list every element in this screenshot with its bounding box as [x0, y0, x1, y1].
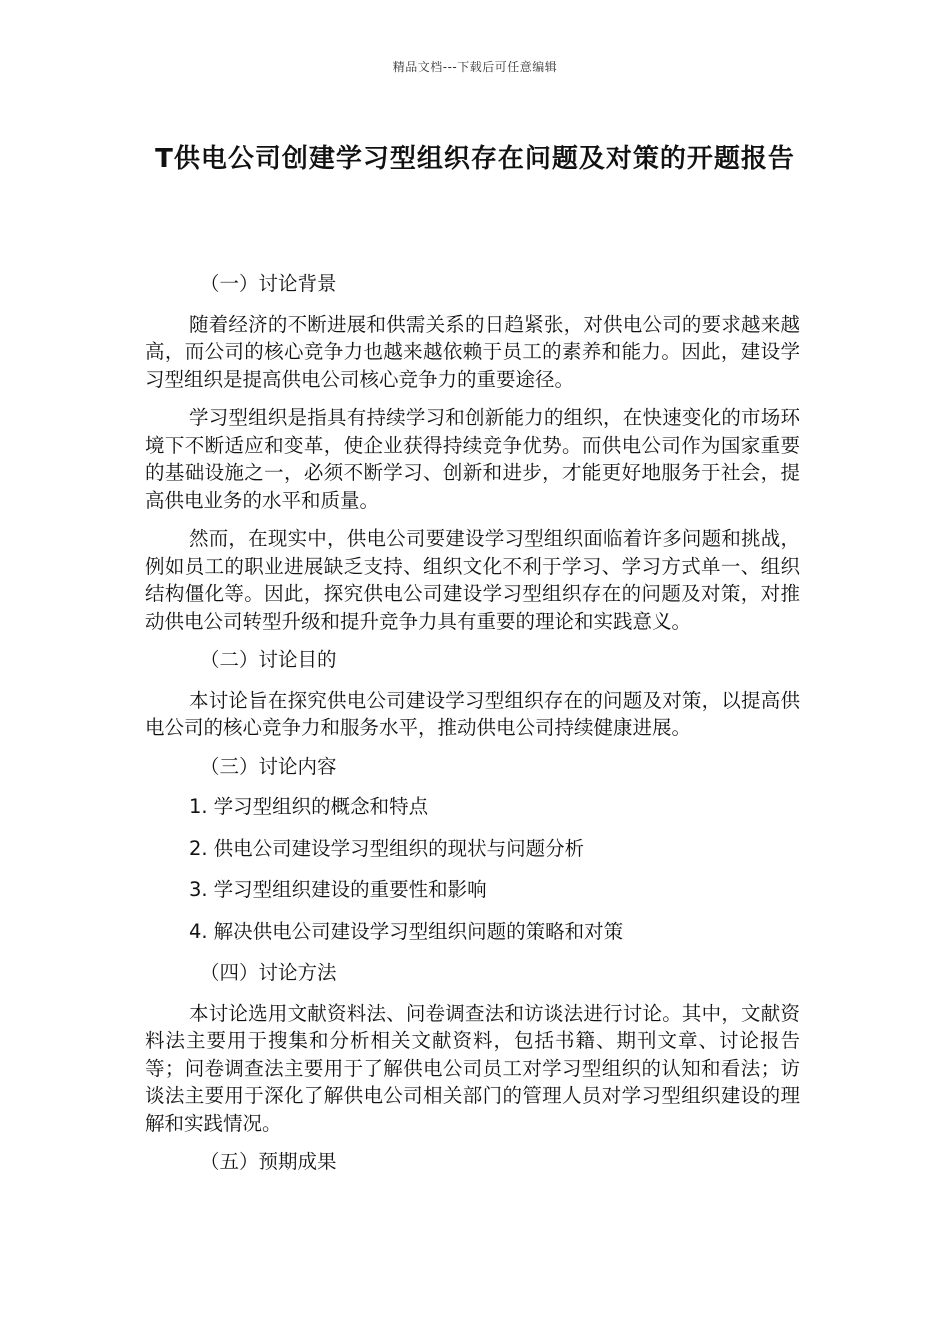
document-body: [145, 270, 800, 1189]
list-item-number: 4.: [189, 919, 208, 943]
section-heading-method: （四）讨论方法: [200, 961, 337, 984]
paragraph: 随着经济的不断进展和供需关系的日趋紧张，对供电公司的要求越来越高，而公司的核心竞争力也越来越依赖于员工的素养和能力。因此，建设学习型组织是提高供电公司核心竞争力的重要途径。: [145, 312, 800, 391]
section-heading-background: （一）讨论背景: [200, 272, 337, 295]
section-heading-expected-results: （五）预期成果: [200, 1150, 337, 1173]
list-item: [145, 793, 800, 821]
list-item-number: 1.: [189, 795, 208, 818]
section-heading-content: （三）讨论内容: [200, 754, 337, 778]
list-item-text: 学习型组织的概念和特点: [213, 795, 429, 818]
document-title: T供电公司创建学习型组织存在问题及对策的开题报告: [155, 144, 795, 174]
paragraph: 本讨论选用文献资料法、问卷调查法和访谈法进行讨论。其中，文献资料法主要用于搜集和分析相关文献资料，包括书籍、期刊文章、讨论报告等；问卷调查法主要用于了解供电公司员工对学习型组织的认知和看法；访谈法主要用于深化了解供电公司相关部门的管理人员对学习型组织建设的理解和实践情况。: [145, 1001, 800, 1135]
list-item: [145, 876, 800, 904]
section-heading-purpose: （二）讨论目的: [200, 648, 337, 671]
list-item-number: 2.: [189, 836, 208, 860]
list-item: [145, 918, 800, 946]
paragraph: 本讨论旨在探究供电公司建设学习型组织存在的问题及对策，以提高供电公司的核心竞争力和服务水平，推动供电公司持续健康进展。: [145, 688, 800, 739]
list-item-text: 解决供电公司建设学习型组织问题的策略和对策: [213, 919, 624, 943]
page-header-watermark: 精品文档---下载后可任意编辑: [392, 60, 558, 74]
paragraph: 学习型组织是指具有持续学习和创新能力的组织，在快速变化的市场环境下不断适应和变革，使企业获得持续竞争优势。而供电公司作为国家重要的基础设施之一，必须不断学习、创新和进步，才能更好地服务于社会，提高供电业务的水平和质量。: [145, 406, 800, 512]
list-item-text: 供电公司建设学习型组织的现状与问题分析: [213, 836, 585, 860]
list-item-number: 3.: [189, 878, 208, 901]
paragraph: 然而，在现实中，供电公司要建设学习型组织面临着许多问题和挑战，例如员工的职业进展缺乏支持、组织文化不利于学习、学习方式单一、组织结构僵化等。因此，探究供电公司建设学习型组织存在的问题及对策，对推动供电公司转型升级和提升竞争力具有重要的理论和实践意义。: [145, 527, 800, 633]
list-item: [145, 835, 800, 863]
list-item-text: 学习型组织建设的重要性和影响: [213, 878, 487, 901]
